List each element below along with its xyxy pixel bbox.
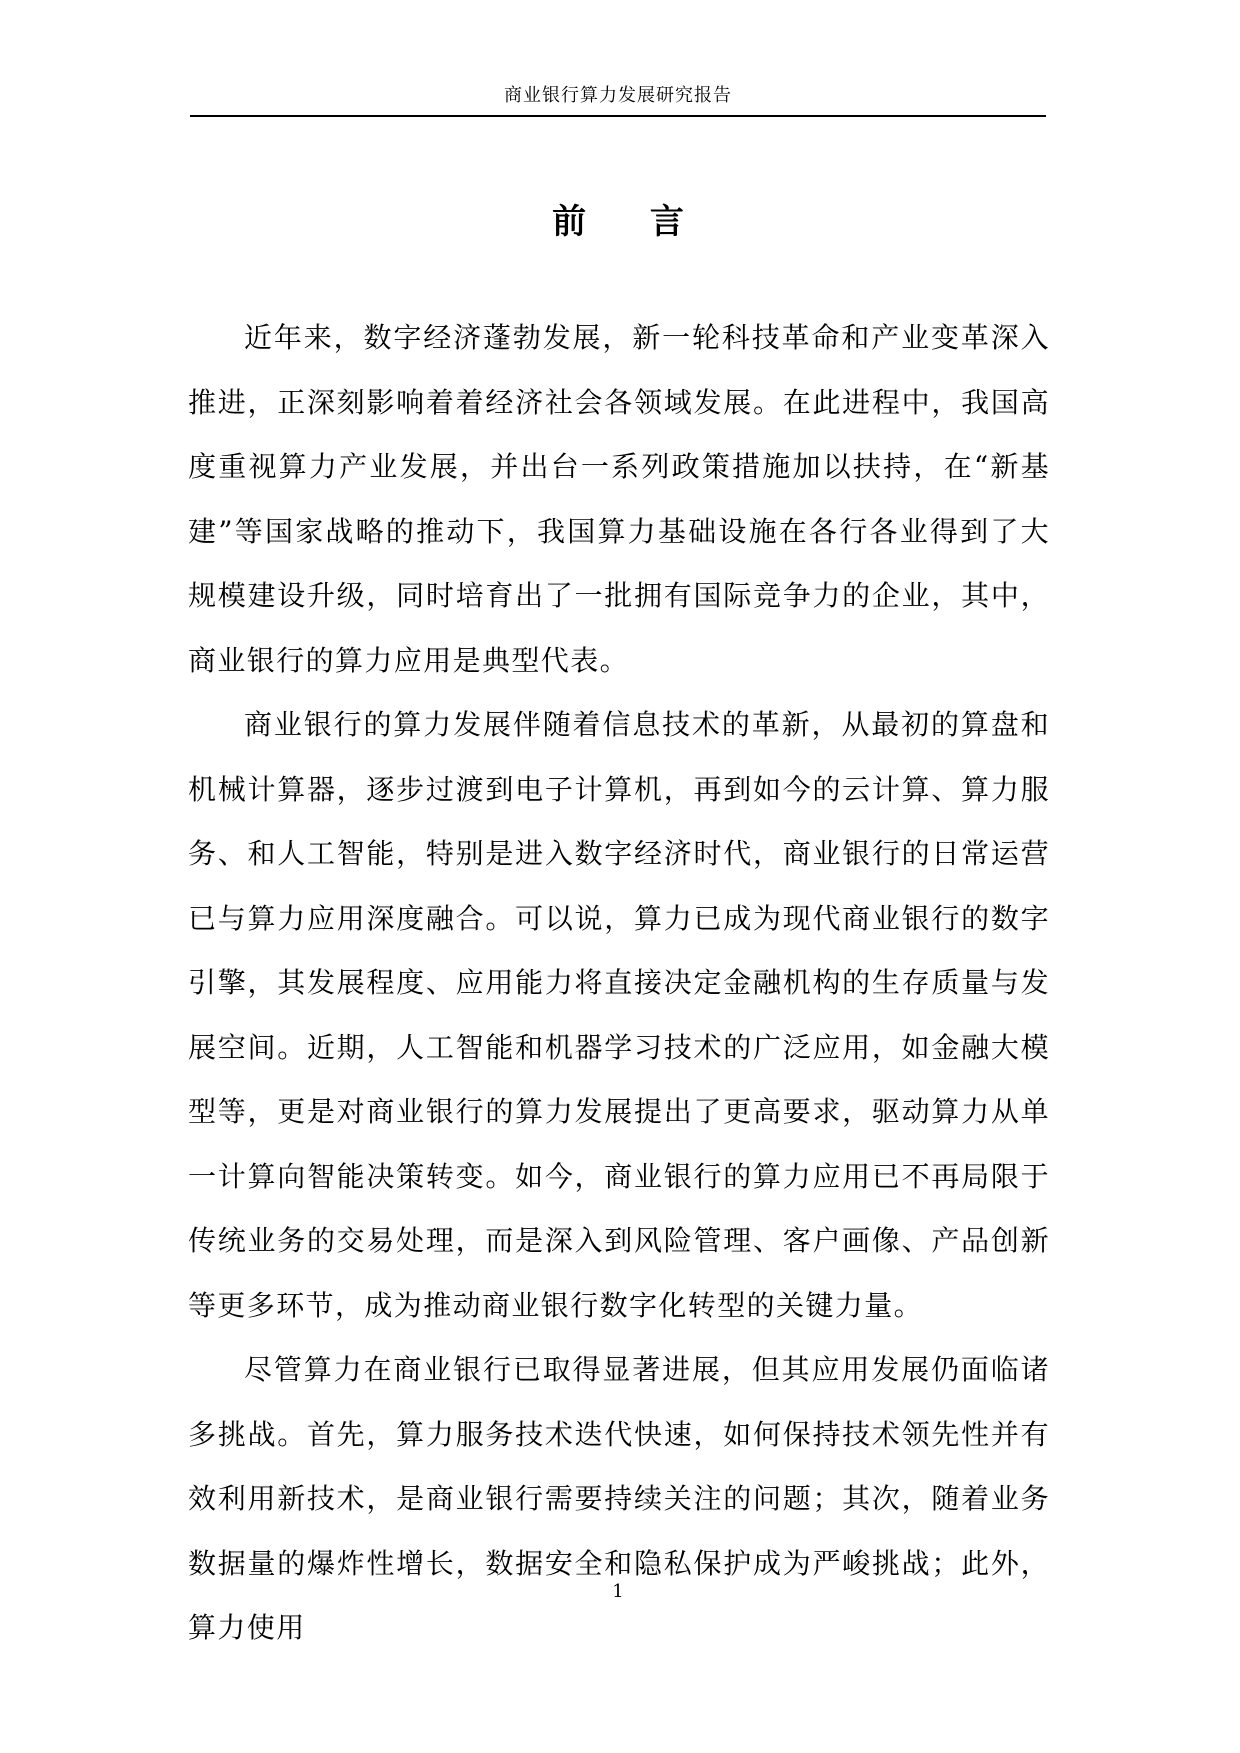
paragraph: 近年来，数字经济蓬勃发展，新一轮科技革命和产业变革深入推进，正深刻影响着着经济社会各领域发展。在此进程中，我国高度重视算力产业发展，并出台一系列政策措施加以扶持，在“新基建”等国家战略的推动下，我国算力基础设施在各行各业得到了大规模建设升级，同时培育出了一批拥有国际竞争力的企业，其中，商业银行的算力应用是典型代表。 [188,321,1050,677]
section-title: 前 言 [552,202,710,242]
running-header: 商业银行算力发展研究报告 [504,85,732,106]
paragraph: 商业银行的算力发展伴随着信息技术的革新，从最初的算盘和机械计算器，逐步过渡到电子计算机，再到如今的云计算、算力服务、和人工智能，特别是进入数字经济时代，商业银行的日常运营已与算力应用深度融合。可以说，算力已成为现代商业银行的数字引擎，其发展程度、应用能力将直接决定金融机构的生存质量与发展空间。近期，人工智能和机器学习技术的广泛应用，如金融大模型等，更是对商业银行的算力发展提出了更高要求，驱动算力从单一计算向智能决策转变。如今，商业银行的算力应用已不再局限于传统业务的交易处理，而是深入到风险管理、客户画像、产品创新等更多环节，成为推动商业银行数字化转型的关键力量。 [188,708,1050,1322]
header-rule [190,115,1046,117]
page-number: 1 [612,1581,624,1602]
paragraph: 尽管算力在商业银行已取得显著进展，但其应用发展仍面临诸多挑战。首先，算力服务技术迭代快速，如何保持技术领先性并有效利用新技术，是商业银行需要持续关注的问题；其次，随着业务数据量的爆炸性增长，数据安全和隐私保护成为严峻挑战；此外，算力使用 [188,1353,1050,1644]
body-text [188,306,1050,1661]
